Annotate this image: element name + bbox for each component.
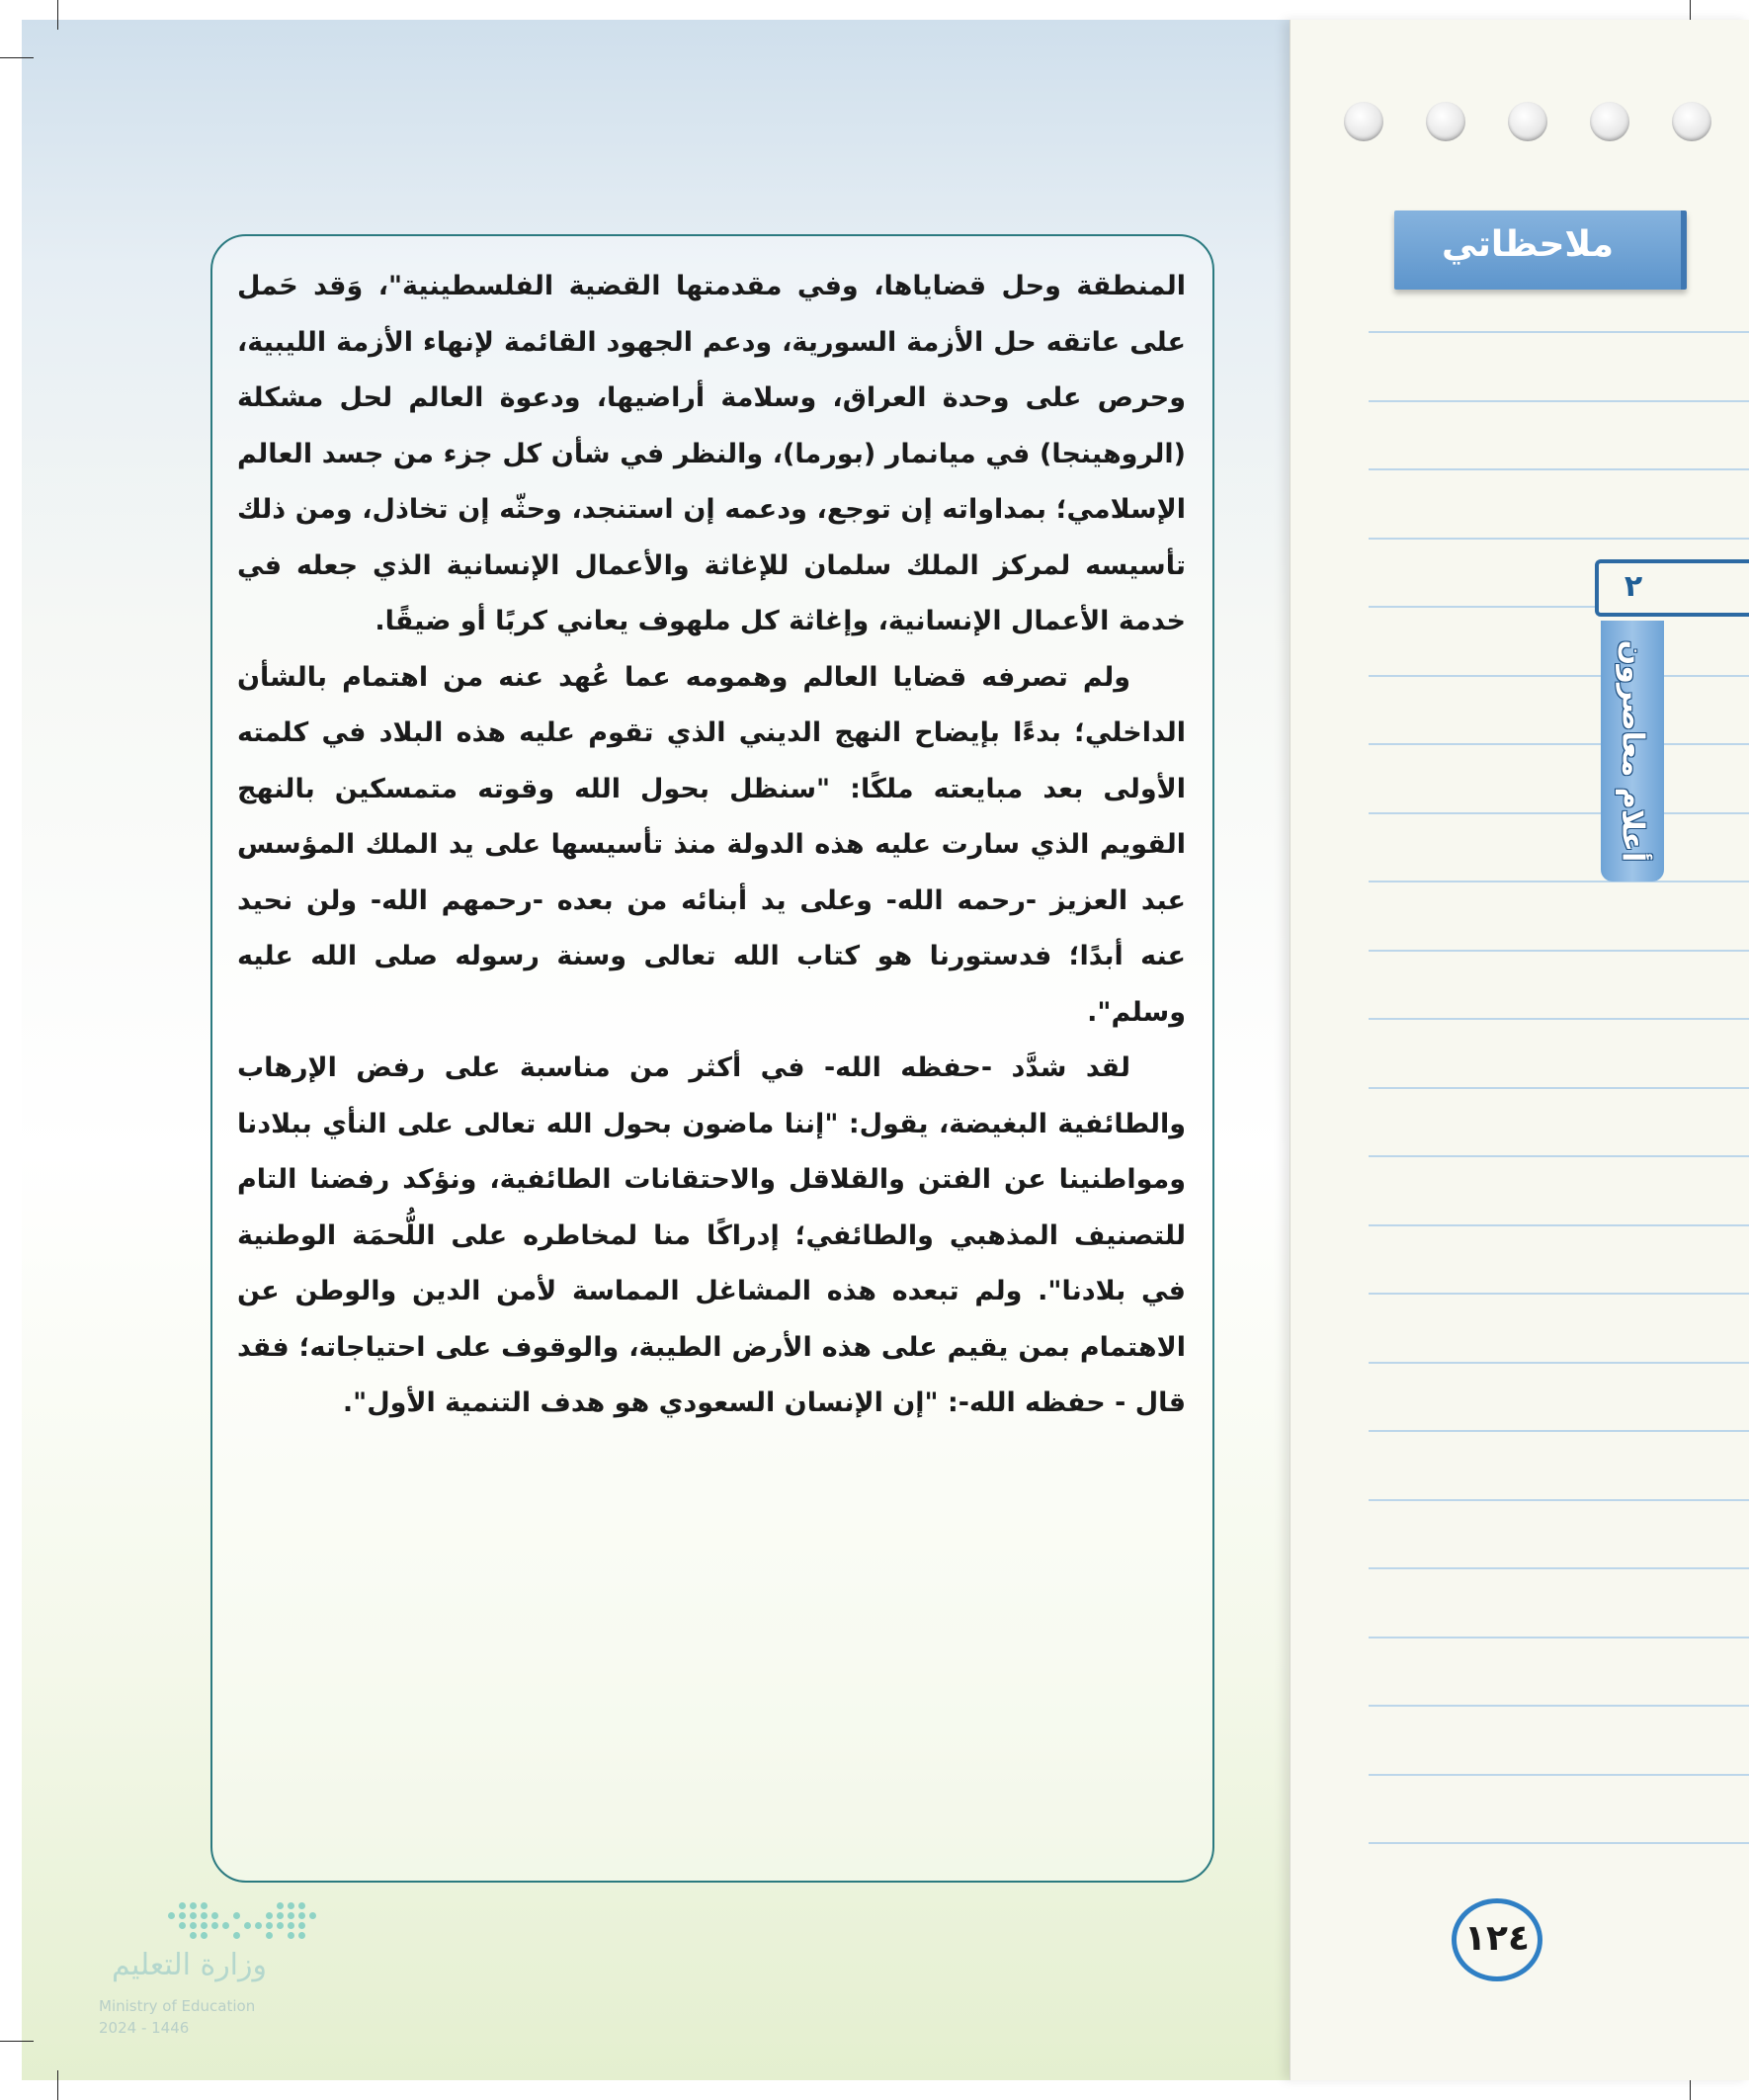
rule-line — [1369, 881, 1749, 882]
logo-dot — [244, 1922, 251, 1929]
notebook-sidebar — [1290, 20, 1749, 2080]
logo-dot — [255, 1922, 262, 1929]
page-number: ١٢٤ — [1452, 1898, 1542, 1981]
logo-dot — [277, 1912, 284, 1919]
crop-mark — [57, 2070, 58, 2100]
body-text — [237, 259, 1186, 1432]
logo-dot — [298, 1922, 305, 1929]
logo-dot — [266, 1932, 273, 1939]
logo-arabic-text: وزارة التعليم — [111, 1948, 267, 1982]
notes-label: ملاحظاتي — [1441, 224, 1615, 265]
logo-dot — [233, 1912, 240, 1919]
logo-dot — [211, 1922, 218, 1929]
rule-line — [1369, 675, 1749, 677]
logo-dot — [190, 1922, 197, 1929]
logo-dot — [288, 1922, 294, 1929]
logo-dot — [277, 1902, 284, 1909]
logo-dot — [201, 1932, 208, 1939]
rule-line — [1369, 1018, 1749, 1020]
logo-dot — [201, 1912, 208, 1919]
rule-line — [1369, 538, 1749, 540]
binder-ring-icon — [1672, 102, 1711, 141]
logo-year-text: 2024 - 1446 — [99, 2019, 190, 2037]
paragraph: لقد شدَّد -حفظه الله- في أكثر من مناسبة على رفض الإرهاب والطائفية البغيضة، يقول: "إننا ماضون بحول الله تعالى على النأي ببلادنا ومواطنينا عن الفتن والقلاقل والاحتقانات الطائفية، ونؤكد رفضنا التام للتصنيف المذهبي والطائفي؛ إدراكًا منا لمخاطره على اللُّحمَة الوطنية في بلادنا". ولم تبعده هذه المشاغل المماسة لأمن الدين والوطن عن الاهتمام بمن يقيم على هذه الأرض الطيبة، والوقوف على احتياجاته؛ فقد قال - حفظه الله-: "إن الإنسان السعودي هو هدف التنمية الأول". — [237, 1052, 1186, 1418]
logo-dot — [179, 1912, 186, 1919]
rule-line — [1369, 743, 1749, 745]
rule-line — [1369, 1430, 1749, 1432]
binder-ring-icon — [1508, 102, 1547, 141]
rule-line — [1369, 1224, 1749, 1226]
logo-dot — [222, 1922, 229, 1929]
logo-dot — [266, 1912, 273, 1919]
rule-line — [1369, 468, 1749, 470]
rule-line — [1369, 1705, 1749, 1707]
rule-line — [1369, 812, 1749, 814]
rule-line — [1369, 1293, 1749, 1295]
rule-line — [1369, 1637, 1749, 1638]
rule-line — [1369, 1774, 1749, 1776]
crop-mark — [57, 0, 58, 30]
binder-ring-icon — [1344, 102, 1383, 141]
logo-dot — [298, 1912, 305, 1919]
logo-dot — [168, 1912, 175, 1919]
logo-dot — [190, 1932, 197, 1939]
crop-mark — [0, 57, 34, 58]
chapter-number: ٢ — [1624, 569, 1643, 604]
logo-dot — [179, 1902, 186, 1909]
rule-line — [1369, 1155, 1749, 1157]
logo-dot — [179, 1922, 186, 1929]
logo-dot — [211, 1912, 218, 1919]
rule-line — [1369, 1362, 1749, 1364]
crop-mark — [0, 2041, 34, 2042]
ministry-logo — [99, 1902, 336, 2041]
binder-ring-icon — [1590, 102, 1629, 141]
unit-title: أعلام معاصرون — [1615, 639, 1650, 863]
rule-line — [1369, 950, 1749, 952]
logo-dot — [288, 1912, 294, 1919]
logo-dot — [298, 1932, 305, 1939]
rule-line — [1369, 1087, 1749, 1089]
logo-dot — [201, 1922, 208, 1929]
rule-line — [1369, 331, 1749, 333]
notes-tab — [1394, 210, 1687, 290]
logo-dot — [288, 1932, 294, 1939]
logo-english-text: Ministry of Education — [99, 1997, 256, 2015]
logo-dot — [277, 1922, 284, 1929]
logo-dot — [288, 1902, 294, 1909]
logo-dot — [190, 1902, 197, 1909]
logo-dot — [190, 1912, 197, 1919]
rule-line — [1369, 1842, 1749, 1844]
logo-dot — [266, 1922, 273, 1929]
logo-dot — [233, 1932, 240, 1939]
rule-line — [1369, 1567, 1749, 1569]
chapter-number-box — [1595, 559, 1749, 617]
rule-line — [1369, 1499, 1749, 1501]
binder-ring-icon — [1426, 102, 1465, 141]
logo-dot — [298, 1902, 305, 1909]
unit-title-tab — [1601, 621, 1664, 882]
rule-line — [1369, 400, 1749, 402]
paragraph: المنطقة وحل قضاياها، وفي مقدمتها القضية الفلسطينية"، وَقد حَمل على عاتقه حل الأزمة السورية، ودعم الجهود القائمة لإنهاء الأزمة الليبية، وحرص على وحدة العراق، وسلامة أراضيها، ودعوة العالم لحل مشكلة (الروهينجا) في ميانمار (بورما)، والنظر في شأن كل جزء من جسد العالم الإسلامي؛ بمداواته إن توجع، ودعمه إن استنجد، وحثّه إن تخاذل، ومن ذلك تأسيسه لمركز الملك سلمان للإغاثة والأعمال الإنسانية الذي جعله في خدمة الأعمال الإنسانية، وإغاثة كل ملهوف يعاني كربًا أو ضيقًا. — [237, 271, 1186, 636]
logo-dot — [309, 1912, 316, 1919]
logo-dot — [201, 1902, 208, 1909]
paragraph: ولم تصرفه قضايا العالم وهمومه عما عُهد عنه من اهتمام بالشأن الداخلي؛ بدءًا بإيضاح النهج الديني الذي تقوم عليه هذه البلاد في كلمته الأولى بعد مبايعته ملكًا: "سنظل بحول الله وقوته متمسكين بالنهج القويم الذي سارت عليه هذه الدولة منذ تأسيسها على يد الملك المؤسس عبد العزيز -رحمه الله- وعلى يد أبنائه من بعده -رحمهم الله- ولن نحيد عنه أبدًا؛ فدستورنا هو كتاب الله تعالى وسنة رسوله صلى الله عليه وسلم". — [237, 661, 1186, 1028]
